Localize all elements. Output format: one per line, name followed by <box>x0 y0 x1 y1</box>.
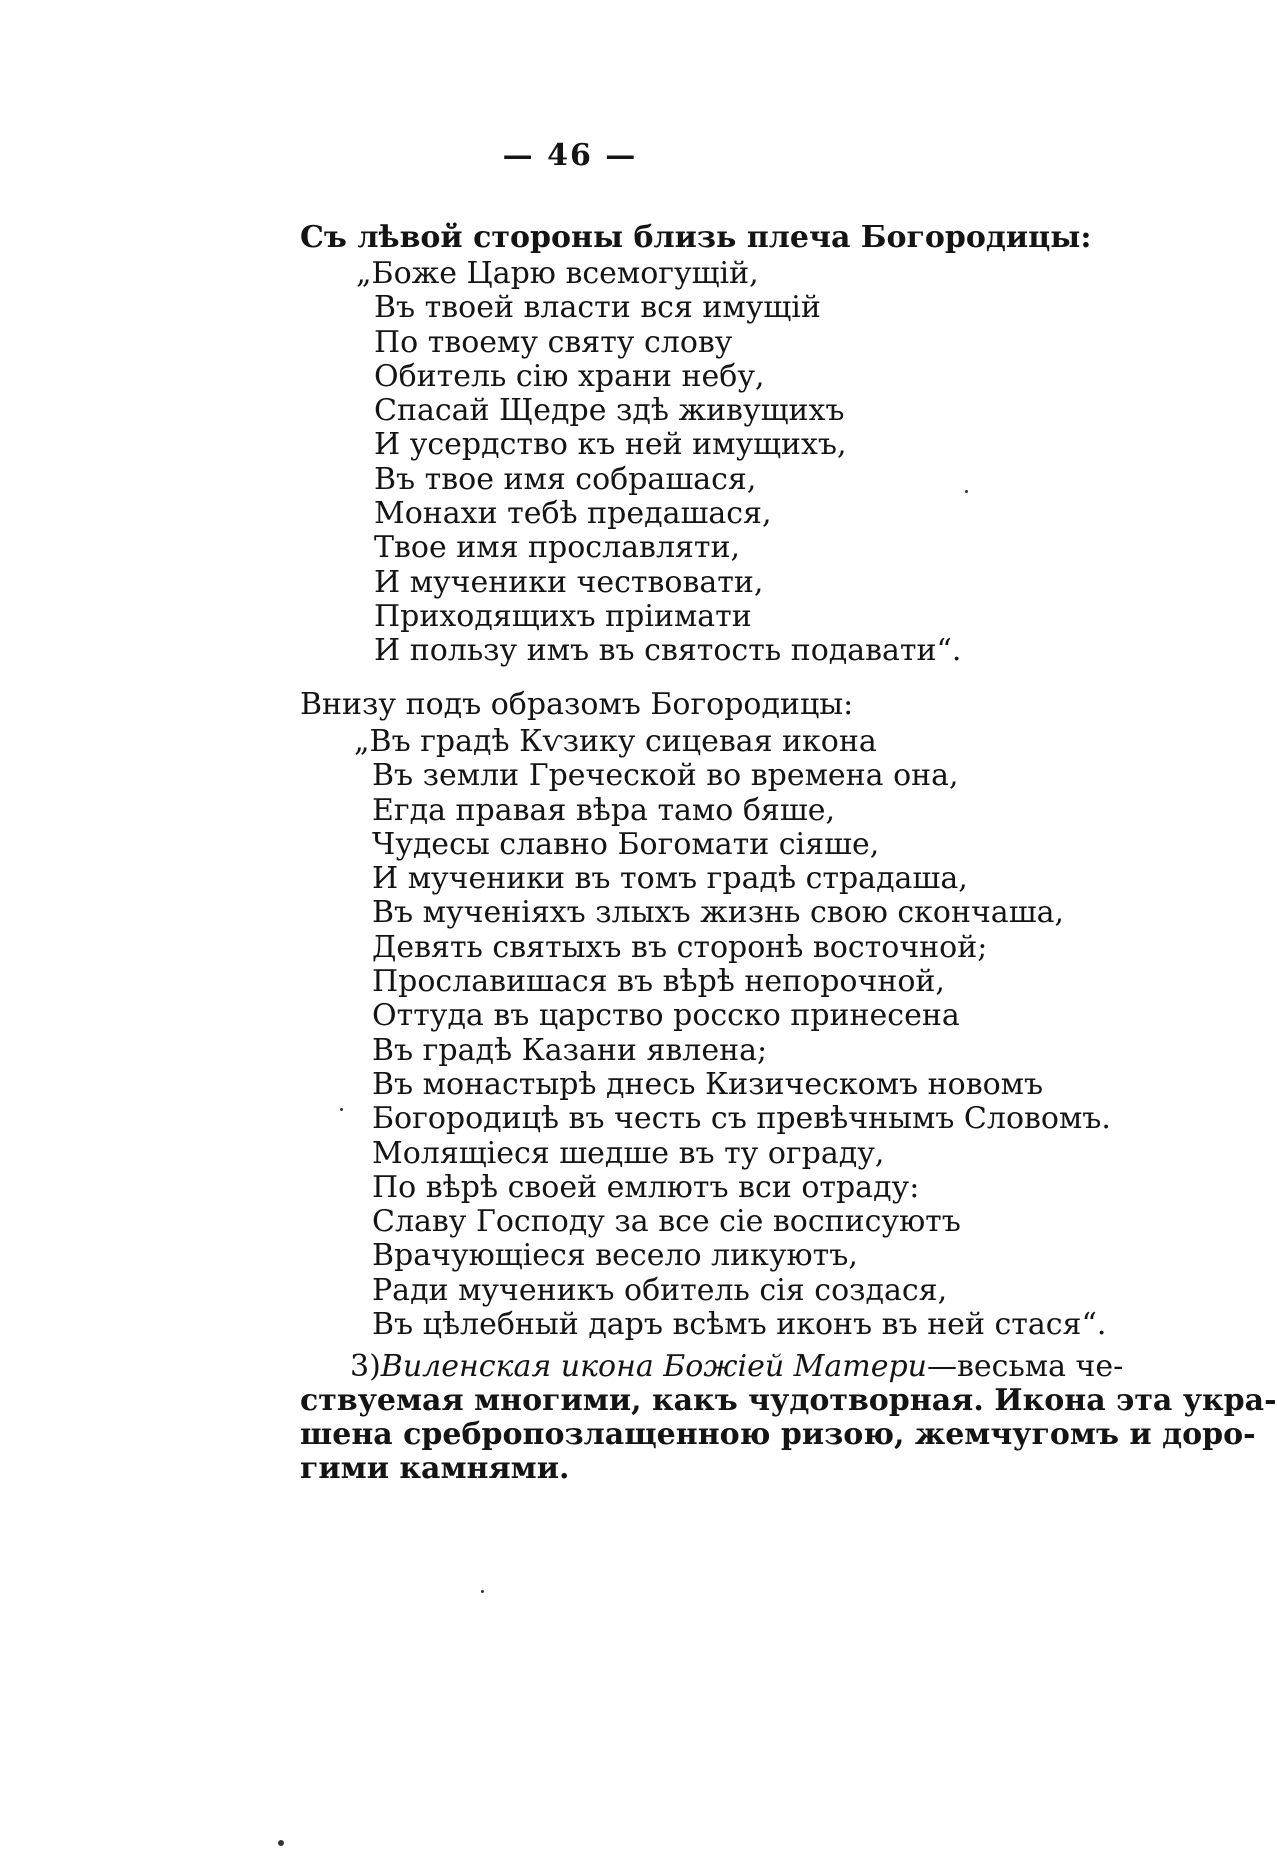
poem-line: Спасай Щедре здѣ живущихъ <box>374 393 845 429</box>
poem-line: Приходящихъ пріимати <box>374 598 752 634</box>
poem-line: И усердство къ ней имущихъ, <box>374 427 847 463</box>
poem-line: „Боже Царю всемогущій, <box>356 256 759 291</box>
paragraph-line-2: ствуемая многими, какъ чудотворная. Икона эта укра- <box>300 1383 1277 1418</box>
poem-line: Въ монастырѣ днесь Кизическомъ новомъ <box>372 1066 1044 1102</box>
poem-line: Славу Господу за все сіе восписуютъ <box>372 1204 961 1240</box>
paragraph-line-4: гими камнями. <box>300 1451 570 1486</box>
poem-line: Молящіеся шедше въ ту ограду, <box>372 1135 885 1171</box>
paragraph-vilna-icon <box>300 1349 1277 1486</box>
poem-line: И пользу имъ въ святость подавати“. <box>374 633 962 669</box>
item-number: 3) <box>350 1349 381 1384</box>
scan-speck <box>340 1108 343 1111</box>
poem-below <box>354 724 1111 1343</box>
section-heading-left-side: Съ лѣвой стороны близь плеча Богородицы: <box>300 220 1092 255</box>
page-number: — 46 — <box>502 138 638 173</box>
poem-line: Прославишася въ вѣрѣ непорочной, <box>372 964 945 1000</box>
poem-line: Врачующіеся весело ликуютъ, <box>372 1238 858 1274</box>
poem-line: И мученики въ томъ градѣ страдаша, <box>372 861 968 897</box>
section-heading-below: Внизу подъ образомъ Богородицы: <box>300 687 854 722</box>
paragraph-line-3: шена сребропозлащенною ризою, жемчугомъ и доро- <box>300 1417 1256 1452</box>
poem-line: Въ цѣлебный даръ всѣмъ иконъ въ ней стася“. <box>372 1307 1107 1343</box>
poem-line: Монахи тебѣ предашася, <box>374 496 772 532</box>
poem-line: Чудесы славно Богомати сіяше, <box>372 826 880 862</box>
scan-speck <box>278 1840 284 1846</box>
scan-speck <box>481 1590 484 1593</box>
poem-line: И мученики чествовати, <box>374 564 764 600</box>
poem-line: Егда правая вѣра тамо бяше, <box>372 792 836 828</box>
paragraph-line-1-rest: —весьма че- <box>927 1349 1124 1384</box>
poem-line: Въ градѣ Казани явлена; <box>372 1032 768 1068</box>
poem-line: Богородицѣ въ честь съ превѣчнымъ Словомъ. <box>372 1101 1111 1137</box>
poem-line: Ради мученикъ обитель сія создася, <box>372 1272 948 1308</box>
poem-line: Въ твоей власти вся имущій <box>374 290 821 326</box>
poem-line: По вѣрѣ своей емлютъ вси отраду: <box>372 1169 920 1205</box>
poem-line: Въ земли Греческой во времена она, <box>372 758 959 794</box>
poem-line: Обитель сію храни небу, <box>374 358 765 394</box>
poem-line: Въ твое имя собрашася, <box>374 461 757 497</box>
scan-speck <box>965 490 968 493</box>
poem-line: Девять святыхъ въ сторонѣ восточной; <box>372 929 988 965</box>
poem-line: Оттуда въ царство росско принесена <box>372 998 960 1034</box>
poem-line: По твоему святу слову <box>374 324 733 360</box>
paragraph-line-1 <box>300 1349 1124 1384</box>
poem-line: „Въ градѣ Кѵзику сицевая икона <box>354 724 877 759</box>
poem-left-side <box>356 256 962 669</box>
poem-line: Въ мученіяхъ злыхъ жизнь свою скончаша, <box>372 895 1065 931</box>
icon-title: Виленская икона Божіей Матери <box>380 1349 928 1384</box>
poem-line: Твое имя прославляти, <box>374 530 741 566</box>
